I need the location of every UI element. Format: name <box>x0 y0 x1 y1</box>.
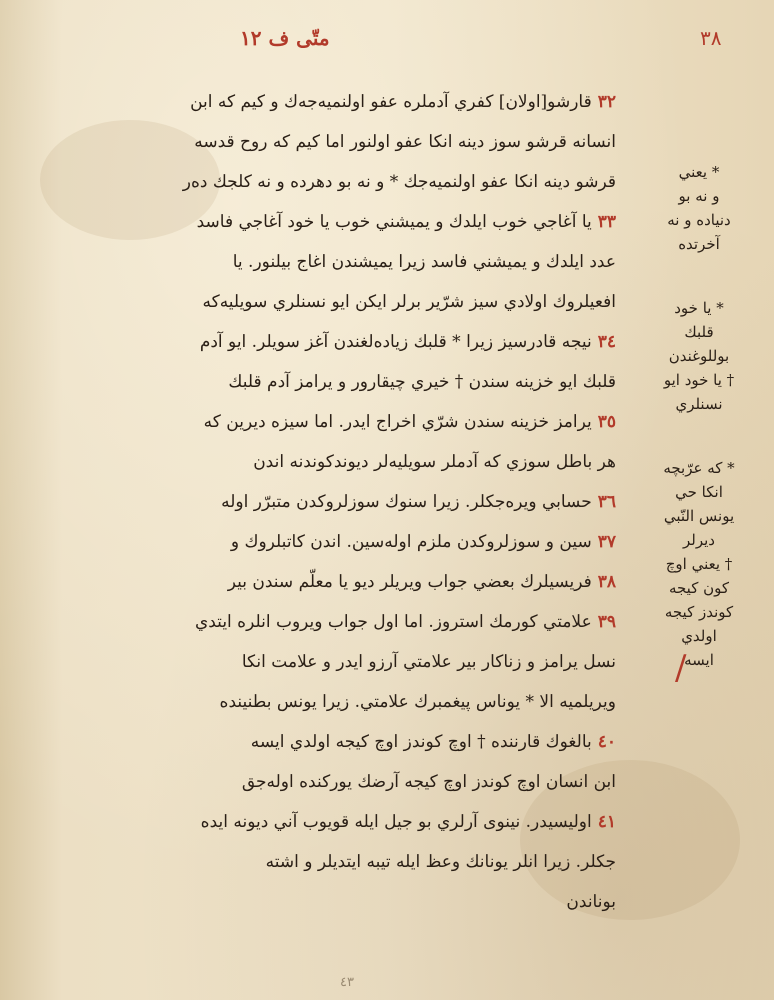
margin-note-line: * يا خود <box>674 299 724 317</box>
verse-number: ٣٦ <box>597 492 616 512</box>
verse-number: ٣٩ <box>597 612 616 632</box>
text-line <box>18 322 616 362</box>
verse-number: ٣٨ <box>597 572 616 592</box>
margin-note <box>630 296 768 416</box>
slash-mark: / <box>675 648 687 688</box>
line-text: قلبك ايو خزينه سندن † خيري چيقارور و يرامز آدم قلبك <box>228 372 616 392</box>
margin-note-line: * كه عرّبچه <box>663 459 735 477</box>
text-line <box>18 402 616 442</box>
line-text: سين و سوزلروكدن ملزم اوله‌سين. اندن كاتبلروك و <box>230 532 592 552</box>
verse-number: ٤١ <box>597 812 616 832</box>
line-text: حسابي ويره‌جكلر. زيرا سنوك سوزلروكدن متبرّر اوله‌ <box>221 492 592 512</box>
line-text: اولیسیدر. نینوی آرلري بو جيل ايله قويوب آني ديونه ايده <box>200 812 592 832</box>
text-line <box>18 882 616 922</box>
line-text: فريسيلرك بعضي جواب ويريلر ديو يا معلّم سندن بير <box>227 572 592 592</box>
text-line <box>18 362 616 402</box>
text-line <box>18 522 616 562</box>
line-text: عدد ايلدك و يميشني فاسد زيرا يميشندن اغاج بيلنور. يا <box>232 252 616 272</box>
margin-note-line: آخرتده <box>678 235 720 253</box>
verse-number: ٣٤ <box>597 332 616 352</box>
line-text: يا آغاجي خوب ايلدك و يميشني خوب يا خود آغاجي فاسد <box>196 212 592 232</box>
margin-note-line: † يعني اوچ <box>665 555 733 573</box>
margin-note-line: اولدي <box>681 627 717 645</box>
line-text: افعيلروك اولادي سيز شرّير برلر ايكن ايو نسنلري سويليه‌كه <box>202 292 616 312</box>
line-text: قارشو[اولان] كفري آدملره عفو اولنميه‌جه‌ك و كيم كه ابن <box>190 92 592 112</box>
line-text: علامتي كورمك استروز. اما اول جواب ويروب انلره ايتدي <box>194 612 592 632</box>
text-line <box>18 282 616 322</box>
verse-number: ٣٧ <box>597 532 616 552</box>
line-text: ويريلميه الا * يوناس پيغمبرك علامتي. زيرا يونس بطنينده <box>219 692 616 712</box>
text-line <box>18 162 616 202</box>
line-text: ابن انسان اوچ كوندز اوچ كيجه آرضك يورکنده اوله‌جق <box>241 772 616 792</box>
page-header <box>0 24 774 64</box>
margin-notes <box>630 160 768 712</box>
line-text: قرشو دينه انكا عفو اولنميه‌جك * و نه بو دهرده و نه كلجك ده‌ر <box>182 172 616 192</box>
margin-note-line: و نه بو <box>678 187 720 205</box>
text-line <box>18 842 616 882</box>
text-line <box>18 802 616 842</box>
text-line <box>18 682 616 722</box>
text-line <box>18 762 616 802</box>
margin-note-line: قلبك <box>684 323 714 341</box>
verse-number: ٣٥ <box>597 412 616 432</box>
page-number: ٣٨ <box>700 26 722 50</box>
running-head: متّى ف ١٢ <box>240 26 330 50</box>
line-text: بالغوك قارننده † اوچ كوندز اوچ كيجه اولدي ايسه <box>250 732 592 752</box>
margin-note-line: كوندز كيجه <box>664 603 734 621</box>
verse-number: ٣٢ <box>597 92 616 112</box>
margin-note-line: † يا خود ايو <box>663 371 735 389</box>
text-line <box>18 82 616 122</box>
margin-note-line: بوللوغندن <box>668 347 730 365</box>
margin-note-line: نسنلري <box>675 395 723 413</box>
text-line <box>18 642 616 682</box>
footer-mark: ٤٣ <box>340 975 354 990</box>
line-text: نيجه قادرسيز زيرا * قلبك زيادەلغندن آغز سويلر. ايو آدم <box>199 332 592 352</box>
margin-note-line: * يعني <box>678 163 720 181</box>
text-line <box>18 722 616 762</box>
line-text: يرامز خزينه سندن شرّي اخراج ايدر. اما سيزه ديرين كه <box>203 412 592 432</box>
main-text-block <box>18 82 616 922</box>
margin-note <box>630 160 768 256</box>
line-text: هر باطل سوزي كه آدملر سويليه‌لر ديوندكوندنه اندن <box>253 452 616 472</box>
text-line <box>18 242 616 282</box>
text-line <box>18 442 616 482</box>
line-text: جكلر. زيرا انلر يونانك وعظ ايله تيبه ايتدیلر و اشته <box>265 852 616 872</box>
margin-note <box>630 456 768 672</box>
margin-note-line: ديرلر <box>683 531 715 549</box>
line-text: نسل يرامز و زناكار بير علامتي آرزو ايدر و علامت انكا <box>241 652 616 672</box>
line-text: بوناندن <box>566 892 616 912</box>
margin-note-line: كون كيجه <box>668 579 730 597</box>
line-text: انسانه قرشو سوز دينه انكا عفو اولنور اما كيم كه روح قدسه <box>194 132 616 152</box>
margin-note-line: انكا حي <box>675 483 723 501</box>
margin-note-line: ايسه <box>684 651 714 669</box>
text-line <box>18 602 616 642</box>
text-line <box>18 482 616 522</box>
margin-note-line: دنياده و نه <box>667 211 731 229</box>
verse-number: ٣٣ <box>597 212 616 232</box>
text-line <box>18 202 616 242</box>
verse-number: ٤٠ <box>597 732 616 752</box>
text-line <box>18 562 616 602</box>
margin-note-line: يونس النّبي <box>663 507 735 525</box>
text-line <box>18 122 616 162</box>
